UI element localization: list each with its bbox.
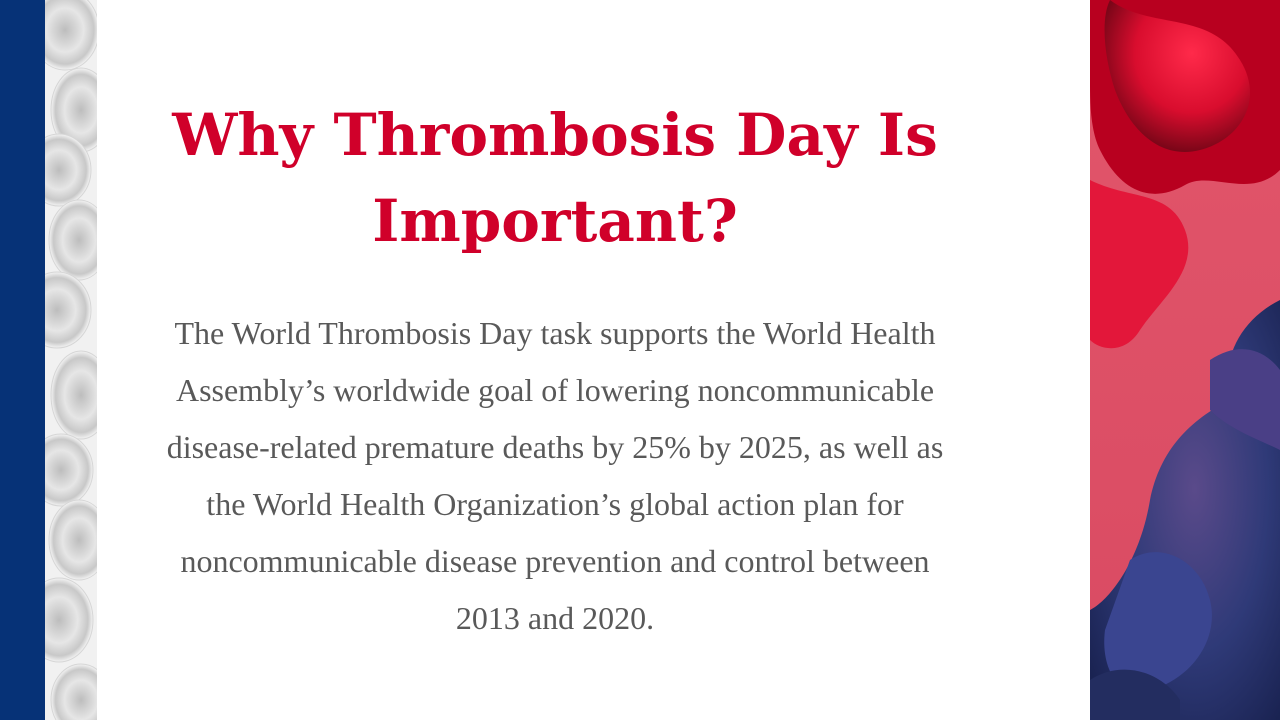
slide-body-text: The World Thrombosis Day task supports the World Health Assembly’s worldwide goal of lowering noncommunicable disease-related premature deaths by 25% by 2025, as well as the World Health Organization’s global action plan for noncommunicable disease prevention and control between 2013 and 2020.	[166, 315, 944, 636]
blood-cells-decoration	[45, 0, 97, 720]
left-accent-bar	[0, 0, 45, 720]
abstract-blood-art	[1090, 0, 1280, 720]
slide-title: Why Thrombosis Day Is Important?	[172, 101, 938, 255]
